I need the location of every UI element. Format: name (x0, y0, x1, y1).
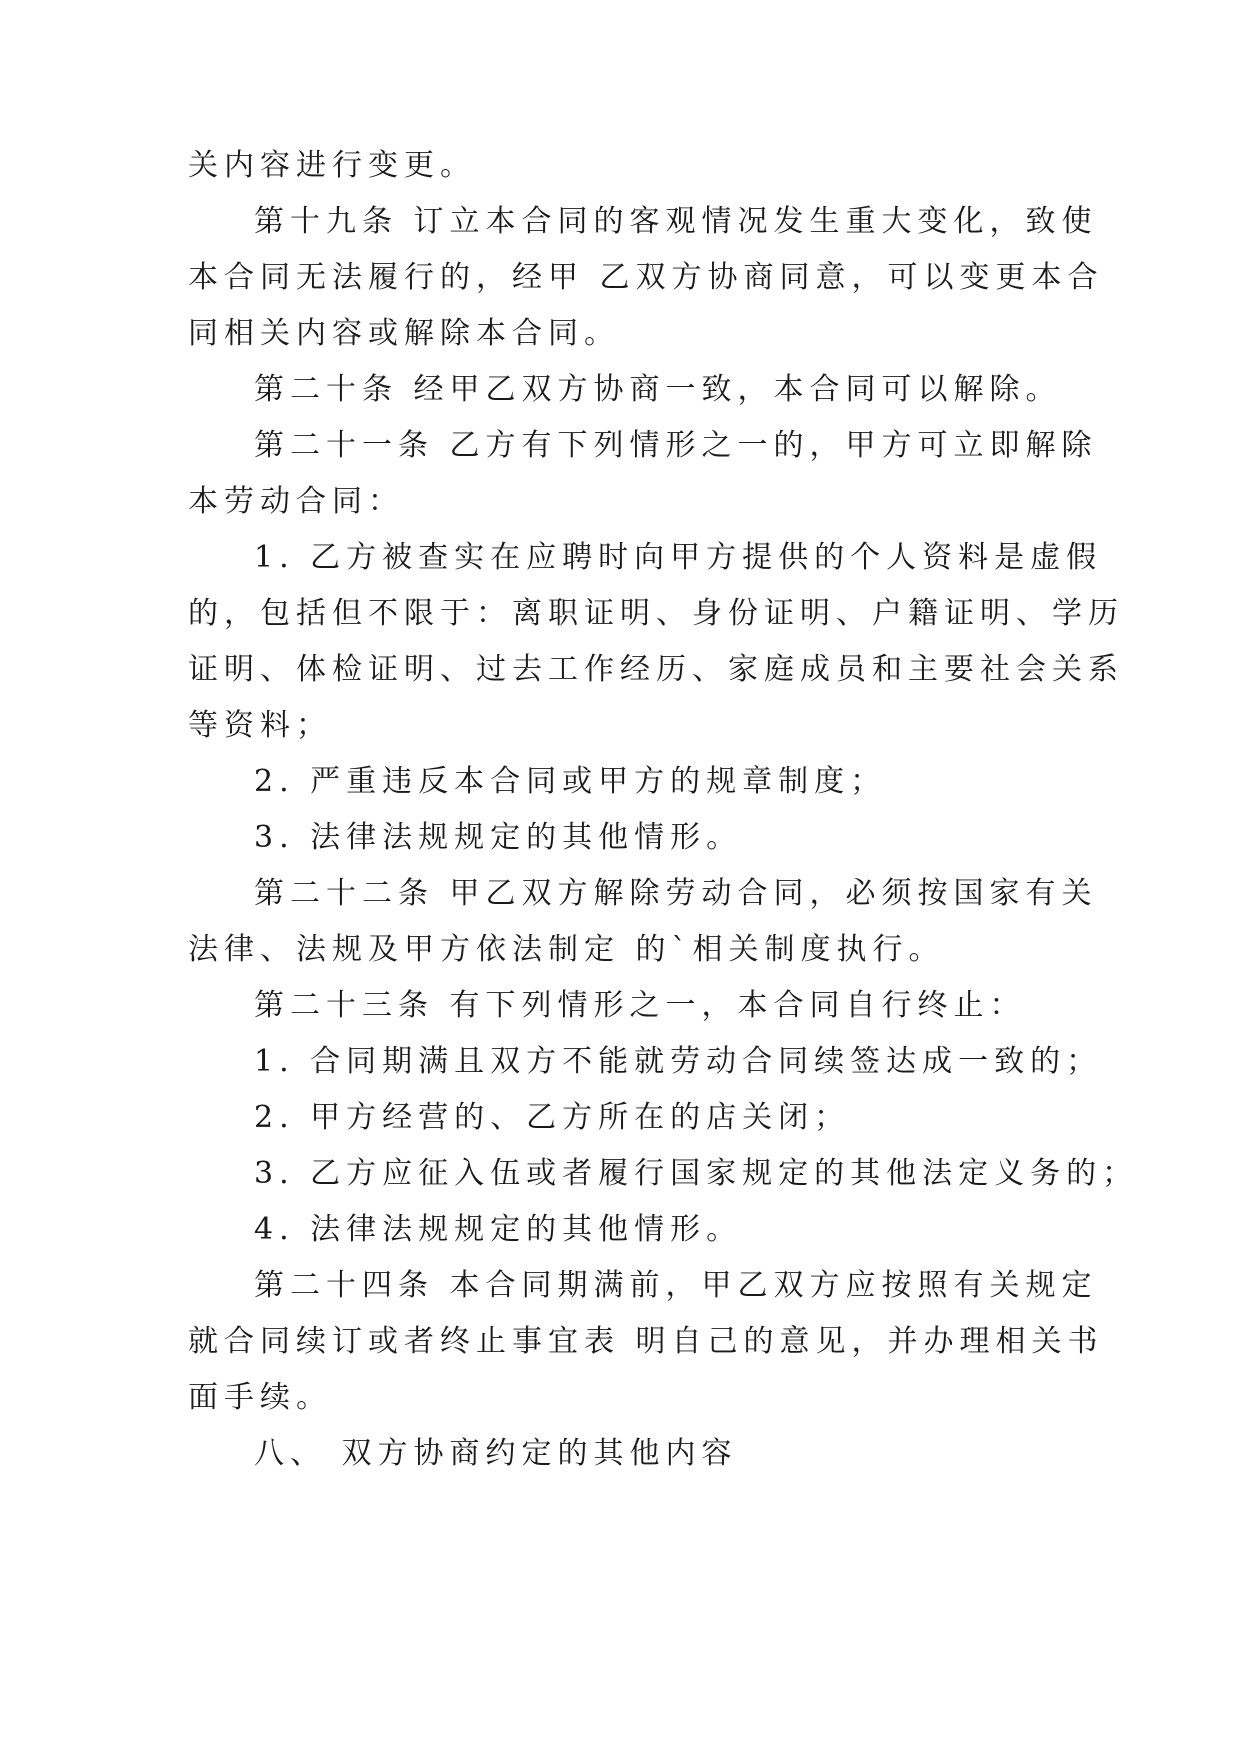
list-item-line: 2. 甲方经营的、乙方所在的店关闭； (254, 1100, 851, 1135)
paragraph-line: 就合同续订或者终止事宜表 明自己的意见，并办理相关书 (188, 1324, 1104, 1359)
paragraph-line: 本劳动合同： (188, 484, 404, 519)
list-item-line: 2. 严重违反本合同或甲方的规章制度； (254, 764, 887, 799)
paragraph-line: 关内容进行变更。 (188, 148, 476, 183)
paragraph-line: 等资料； (188, 708, 332, 743)
paragraph-line: 本合同无法履行的，经甲 乙双方协商同意，可以变更本合 (188, 260, 1104, 295)
list-item-line: 3. 乙方应征入伍或者履行国家规定的其他法定义务的； (254, 1156, 1139, 1191)
paragraph-line: 法律、法规及甲方依法制定 的`相关制度执行。 (188, 932, 945, 967)
article-24-line: 第二十四条 本合同期满前，甲乙双方应按照有关规定 (254, 1268, 1098, 1303)
list-item-line: 4. 法律法规规定的其他情形。 (254, 1212, 743, 1247)
paragraph-line: 面手续。 (188, 1380, 332, 1415)
article-21-line: 第二十一条 乙方有下列情形之一的，甲方可立即解除 (254, 428, 1098, 463)
article-20-line: 第二十条 经甲乙双方协商一致，本合同可以解除。 (254, 372, 1062, 407)
section-heading: 八、 双方协商约定的其他内容 (254, 1436, 738, 1471)
article-23-line: 第二十三条 有下列情形之一，本合同自行终止： (254, 988, 1026, 1023)
paragraph-line: 同相关内容或解除本合同。 (188, 316, 620, 351)
article-22-line: 第二十二条 甲乙双方解除劳动合同，必须按国家有关 (254, 876, 1098, 911)
paragraph-line: 的，包括但不限于：离职证明、身份证明、户籍证明、学历 (188, 596, 1124, 631)
article-19-line: 第十九条 订立本合同的客观情况发生重大变化，致使 (254, 204, 1098, 239)
list-item-line: 1. 乙方被查实在应聘时向甲方提供的个人资料是虚假 (254, 540, 1103, 575)
list-item-line: 1. 合同期满且双方不能就劳动合同续签达成一致的； (254, 1044, 1103, 1079)
paragraph-line: 证明、体检证明、过去工作经历、家庭成员和主要社会关系 (188, 652, 1124, 687)
list-item-line: 3. 法律法规规定的其他情形。 (254, 820, 743, 855)
